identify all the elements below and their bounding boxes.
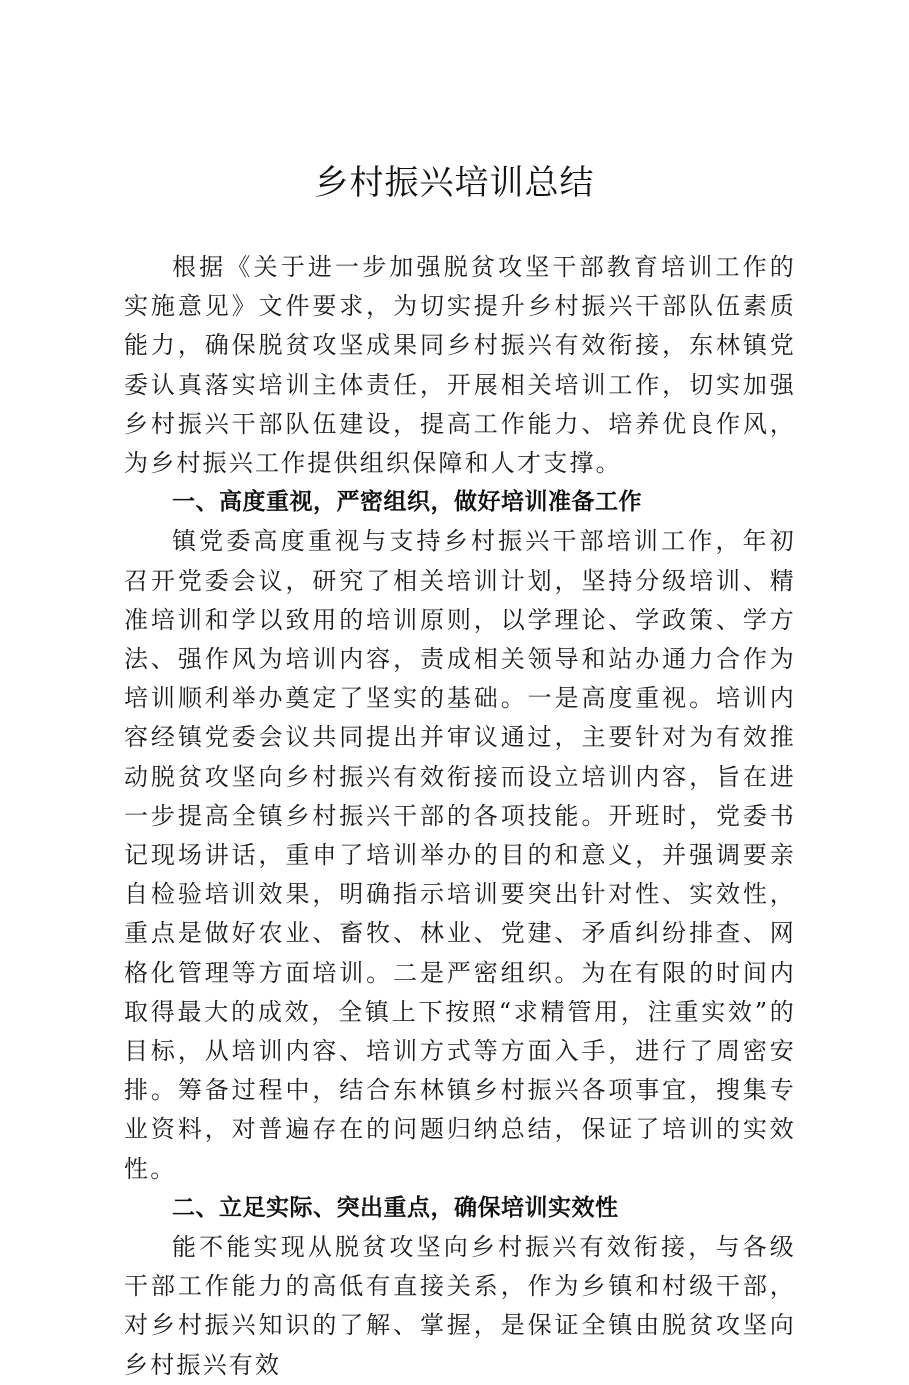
intro-paragraph: 根据《关于进一步加强脱贫攻坚干部教育培训工作的实施意见》文件要求，为切实提升乡村振兴干部队伍素质能力，确保脱贫攻坚成果同乡村振兴有效衔接，东林镇党委认真落实培训主体责任，开展相关培训工作，切实加强乡村振兴干部队伍建设，提高工作能力、培养优良作风，为乡村振兴工作提供组织保障和人才支撑。 [124, 253, 796, 478]
document-body [124, 248, 796, 1385]
document-title: 乡村振兴培训总结 [314, 163, 595, 203]
section-body-1: 镇党委高度重视与支持乡村振兴干部培训工作，年初召开党委会议，研究了相关培训计划，坚持分级培训、精准培训和学以致用的培训原则，以学理论、学政策、学方法、强作风为培训内容，责成相关领导和站办通力合作为培训顺利举办奠定了坚实的基础。一是高度重视。培训内容经镇党委会议共同提出并审议通过，主要针对为有效推动脱贫攻坚向乡村振兴有效衔接而设立培训内容，旨在进一步提高全镇乡村振兴干部的各项技能。开班时，党委书记现场讲话，重申了培训举办的目的和意义，并强调要亲自检验培训效果，明确指示培训要突出针对性、实效性，重点是做好农业、畜牧、林业、党建、矛盾纠纷排查、网格化管理等方面培训。二是严密组织。为在有限的时间内取得最大的成效，全镇上下按照“求精管用，注重实效”的目标，从培训内容、培训方式等方面入手，进行了周密安排。筹备过程中，结合东林镇乡村振兴各项事宜，搜集专业资料，对普遍存在的问题归纳总结，保证了培训的实效性。 [124, 527, 796, 1183]
section-body-2: 能不能实现从脱贫攻坚向乡村振兴有效衔接，与各级干部工作能力的高低有直接关系，作为乡镇和村级干部，对乡村振兴知识的了解、掌握，是保证全镇由脱贫攻坚向乡村振兴有效 [124, 1233, 796, 1379]
section-heading-1: 一、高度重视，严密组织，做好培训准备工作 [172, 489, 642, 516]
section-heading-2: 二、立足实际、突出重点，确保培训实效性 [172, 1194, 619, 1221]
